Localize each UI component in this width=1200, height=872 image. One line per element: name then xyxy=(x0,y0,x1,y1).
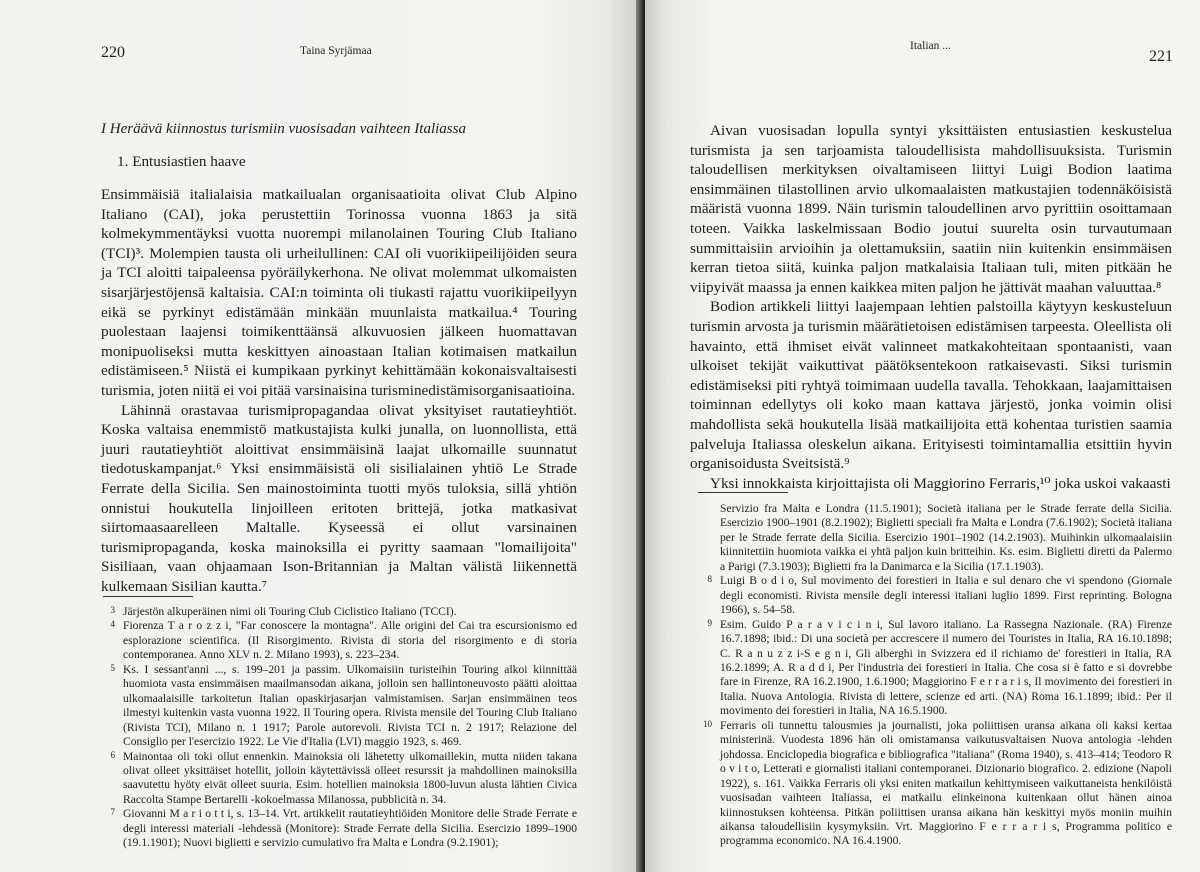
page-number-left: 220 xyxy=(101,44,125,61)
paragraph: Lähinnä orastavaa turismipropagandaa olivat yksityiset rautatieyhtiöt. Koska valtaisa enemmistö matkustajista kulki junalla, on luonnollista, että juuri rautatieyhtiöt aloittivat ensimmäisinä laajat ulkomaille suunnatut tiedotuskampanjat.⁶ Yksi ensimmäisistä oli sisilialainen yhtiö Le Strade Ferrate della Sicilia. Sen mainostoiminta tuotti myös tuloksia, sillä yhtiön onnistui houkutella linjoilleen eritoten brittejä, jotka matkasivat siirtomaasaarelleen Maltalle. Kyseessä ei ollut varsinainen turismipropaganda, koska mainoksilla ei pyritty saamaan "lomailijoita" Sisiliaan, vaan ohjaamaan Ison-Britannian ja Maltan välistä liikennettä kulkemaan Sisilian kautta.⁷ xyxy=(101,401,577,595)
footnote xyxy=(698,719,1172,849)
paragraph: Yksi innokkaista kirjoittajista oli Maggiorino Ferraris,¹⁰ joka uskoi vakaasti xyxy=(710,474,1171,492)
paragraph: Bodion artikkeli liittyi laajempaan lehtien palstoilla käytyyn keskusteluun turismin arvosta ja turismin määrätietoisen edistämisen tarpeesta. Oleellista oli havainto, että ihmiset eivät valinneet matkakohteitaan spontaanisti, vaan ulkoiset tekijät vaikuttivat päätöksentekoon ratkaisevasti. Siksi turismin edistämiseksi piti ryhtyä toimimaan uudella tavalla. Tehokkaan, laajamittaisen toiminnan edellytys oli koko maan kattava järjestö, jonka voimin olisi mahdollista sekä houkutella lisää matkailijoita että kohentaa turistien saamia palveluja Italiassa oleskelun aikana. Erityisesti toimintamallia etsittiin hyvin organisoidusta Sveitsistä.⁹ xyxy=(690,298,1172,473)
footnote xyxy=(101,807,577,850)
footnote-mark: 4 xyxy=(110,619,115,630)
right-footnotes xyxy=(698,502,1172,849)
footnote-mark: 10 xyxy=(703,718,712,729)
footnote xyxy=(101,750,577,808)
footnote-text: Järjestön alkuperäinen nimi oli Touring Club Ciclistico Italiano (TCCI). xyxy=(123,605,457,618)
running-head-right: Italian ... xyxy=(910,40,951,52)
footnote-mark: 6 xyxy=(110,749,115,760)
footnote-mark: 7 xyxy=(110,807,115,818)
footnote-mark: 8 xyxy=(707,574,712,585)
running-head-left: Taina Syrjämaa xyxy=(300,45,372,57)
footnote-rule xyxy=(698,492,788,493)
footnote-text: Esim. Guido P a r a v i c i n i, Sul lavoro italiano. La Rassegna Nazionale. (RA) Firenze 16.7.1898; ibid.: Di una società per accrescere il numero dei Touristes in Italia, RA 16.10.1898; C. R a n u z z i-S e g n i, Gli alberghi in Svizzera ed il richiamo de' forestieri in Italia, RA 16.2.1899; A. R a d d i, Per l'industria dei forestieri in Italia. Che cosa si è fatto e si dovrebbe fare in Firenze, RA 16.2.1900, 1.6.1900; Maggiorino F e r r a r i s, Il movimento dei forestieri in Italia. Nuova Antologia. Rivista di lettere, scienze ed arti. (NA) Roma 16.1.1899; ibid.: Per il movimento dei forestieri in Italia, NA 16.5.1900. xyxy=(720,617,1172,718)
footnote-mark: 9 xyxy=(707,617,712,628)
footnote-text: Luigi B o d i o, Sul movimento dei forestieri in Italia e sul denaro che vi spendono (Giornale degli economisti. Rivista mensile degli interessi italiani luglio 1899. First reprinting. Bologna 1966), s. 54–58. xyxy=(720,574,1172,617)
page-number-right: 221 xyxy=(1149,48,1173,65)
footnote-mark: 5 xyxy=(110,662,115,673)
section-title: I Heräävä kiinnostus turismiin vuosisadan vaihteen Italiassa xyxy=(101,121,466,137)
paragraph: Ensimmäisiä italialaisia matkailualan organisaatioita olivat Club Alpino Italiano (CAI), joka perustettiin Torinossa vuonna 1863 ja sitä kolmekymmentäyksi vuotta nuorempi milanolainen Touring Club Italiano (TCI)³. Molempien tausta oli urheilullinen: CAI oli vuorikiipeilijöiden seura ja TCI aloitti taipaleensa pyöräilykerhona. Ne olivat molemmat ulkomaisten sisarjärjestöjensä kaltaisia. CAI:n toiminta oli tiukasti rajattu vuorikiipeilyyn eikä se pyrkinyt edistämään minkään muunlaista matkailua.⁴ Touring puolestaan laajensi toimikenttäänsä alkuvuosien jälkeen huomattavan monipuoliseksi mutta keskittyen ainoastaan Italian kotimaisen matkailun edistämiseen.⁵ Niistä ei kumpikaan pyrkinyt kehittämään kokonaisvaltaisesti turismia, joten niitä ei voi pitää varsinaisina turisminedistämisorganisaatioina. xyxy=(101,186,577,399)
footnote-text: Giovanni M a r i o t t i, s. 13–14. Vrt. artikkelit rautatieyhtiöiden Monitore delle Strade Ferrate e degli interessi materiali -lehdessä (Monitore): Strade Ferrate della Sicilia. Esercizio 1899–1900 (19.1.1901); Nuovi biglietti e servizio cumulativo fra Malta e Londra (9.2.1901); xyxy=(123,807,577,850)
paragraph: Aivan vuosisadan lopulla syntyi yksittäisten entusiastien keskustelua turismista ja sen tarjoamista taloudellisista mahdollisuuksista. Turismin taloudellisen merkityksen oivaltamiseen liittyi Luigi Bodion laatima ensimmäinen tilastollinen arvio ulkomaalaisten matkustajien todennäköisistä määristä vuonna 1899. Näin turismin taloudellinen arvo pyrittiin osoittamaan toteen. Vaikka laskelmissaan Bodio joutui suurelta osin turvautumaan summittaisiin arvioihin ja olettamuksiin, saatiin niin kuitenkin ensimmäisen kerran tietoa siitä, kuinka paljon matkalaisia Italiaan tuli, miten pitkään he viipyivät maassa ja ennen kaikkea miten paljon he jättivät maahan valuuttaa.⁸ xyxy=(690,122,1172,296)
footnote xyxy=(698,574,1172,617)
footnote-text: Fiorenza T a r o z z i, "Far conoscere la montagna". Alle origini del Cai tra escursionismo ed esplorazione scientifica. (Il Risorgimento. Rivista di storia del risorgimento e di storia contemporanea. Anno XLV n. 2. Milano 1993), s. 223–234. xyxy=(123,619,577,662)
footnote-text: Ks. I sessant'anni ..., s. 199–201 ja passim. Ulkomaisiin turisteihin Touring alkoi kiinnittää huomiota vasta ensimmäisen maailmansodan aikana, jolloin sen hallintoneuvosto päätti aloittaa ulkomaalaisille tarkoitetun Italian opaskirjasarjan valmistamisen. Sarjan ensimmäinen teos ilmestyi kuitenkin vasta vuonna 1922. Il Touring opera. Rivista mensile del Touring Club Italiano (Rivista TCI), Milano n. 1 1917; Parole autorevoli. Rivista TCI n. 2 1917; Relazione del Consiglio per l'esercizio 1922. Le Vie d'Italia (LVI) maggio 1923, s. 469. xyxy=(123,662,577,749)
left-footnotes xyxy=(101,605,577,851)
subsection-title: 1. Entusiastien haave xyxy=(117,153,246,170)
right-page xyxy=(645,0,1200,872)
footnote-mark: 3 xyxy=(110,605,115,615)
footnote xyxy=(698,618,1172,719)
footnote-text: Servizio fra Malta e Londra (11.5.1901); Società italiana per le Strade ferrate della Sicilia. Esercizio 1900–1901 (8.2.1902); Biglietti speciali fra Malta e Londra (7.6.1902); Società italiana per le Strade ferrate della Sicilia. Esercizio 1901–1902 (14.2.1903). Muihinkin ulkomaalaisiin kiinnitettiin huomiota vaikka ei yhtä paljon kuin britteihin. Ks. esim. Biglietti diretti da Palermo a Parigi (7.3.1903); Biglietti fra la Danimarca e la Sicilia (17.1.1903). xyxy=(720,502,1172,573)
right-body xyxy=(690,121,1172,493)
footnote-text: Ferraris oli tunnettu talousmies ja journalisti, joka poliittisen uransa aikana oli kaksi kertaa ministerinä. Vuodesta 1896 hän oli omistamansa vaikutusvaltaisen Nuova antologia -lehden johdossa. Enciclopedia biografica e bibliografica "italiana" (Roma 1940), s. 413–414; Teodoro R o v i t o, Letterati e giornalisti italiani contemporanei. Dizionario biografico. 2. edizione (Napoli 1922), s. 161. Vaikka Ferraris oli yksi eniten matkailun kehittymiseen vaikuttaneista henkilöistä vuosisadan vaihteen Italiassa, ei matkailu elinkeinona kuitenkaan ollut hänen ainoa kiinnostuksen kohteensa. Pitkän poliittisen uransa aikana hän keskittyi myös moniin muihin aikansa taloudellisiin kysymyksiin. Vrt. Maggiorino F e r r a r i s, Programma politico e programma economico. NA 16.4.1900. xyxy=(720,718,1172,848)
footnote-rule xyxy=(103,596,193,597)
footnote-continued xyxy=(698,502,1172,574)
footnote xyxy=(101,619,577,662)
left-body xyxy=(101,185,577,596)
footnote-text: Mainontaa oli toki ollut ennenkin. Mainoksia oli lähetetty ulkomaillekin, mutta niiden takana olivat olleet yksittäiset hotellit, jolloin käytettävissä olleet resurssit ja mahdollinen mainoksilla saavutettu hyöty eivät olleet suuria. Esim. hotellien mainoksia 1800-luvun alusta lähtien Civica Raccolta Stampe Bertarelli -kokoelmassa Milanossa, pubblicità n. 34. xyxy=(123,749,577,806)
footnote xyxy=(101,663,577,750)
footnote xyxy=(101,605,577,619)
